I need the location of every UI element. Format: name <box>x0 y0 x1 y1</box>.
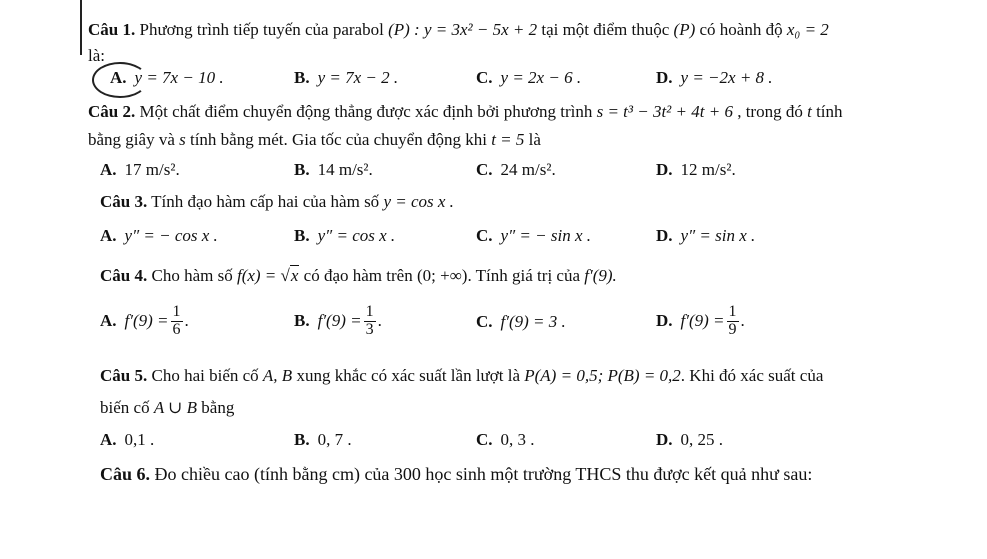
q5-option-b[interactable] <box>294 430 352 450</box>
q5-option-a-label: A. <box>100 430 117 449</box>
question-2-cont-m2: t = 5 <box>491 130 525 149</box>
q5-option-a[interactable] <box>100 430 154 450</box>
question-5-cont <box>100 398 969 418</box>
question-1-math-a: (P) : y = 3x² − 5x + 2 <box>388 20 538 39</box>
q4-option-a-suffix: . <box>184 311 189 331</box>
q2-option-d[interactable] <box>656 160 736 180</box>
question-4-text-b: có đạo hàm trên <box>299 266 417 285</box>
question-5-cont-m: A ∪ B <box>153 398 198 417</box>
fraction-numerator: 1 <box>728 303 737 320</box>
q5-option-d-value: 0, 25 . <box>680 430 724 449</box>
q3-option-a[interactable] <box>100 226 218 246</box>
q3-option-b[interactable] <box>294 226 395 246</box>
q4-option-b-label: B. <box>294 311 310 331</box>
question-3-text-a: Tính đạo hàm cấp hai của hàm số <box>147 192 384 211</box>
question-2-cont-b: tính bằng mét. Gia tốc của chuyển động khi <box>185 130 492 149</box>
q3-option-c-value: y″ = − sin x . <box>500 226 591 245</box>
q2-option-c[interactable] <box>476 160 556 180</box>
question-5-label: Câu 5. <box>100 366 148 385</box>
q1-option-a[interactable] <box>110 68 224 88</box>
q4-option-c-prefix: f′(9) = 3 . <box>500 312 566 331</box>
question-3 <box>100 192 969 212</box>
q4-option-a-label: A. <box>100 311 117 331</box>
q1-option-d-value: y = −2x + 8 . <box>680 68 773 87</box>
q4-option-b-prefix: f′(9) = <box>317 311 362 331</box>
question-3-math-a: y = cos x . <box>383 192 454 211</box>
q5-option-b-label: B. <box>294 430 310 449</box>
q4-option-b-suffix: . <box>377 311 382 331</box>
question-6-label: Câu 6. <box>100 464 151 484</box>
fraction-numerator: 1 <box>172 303 181 320</box>
q1-option-c[interactable] <box>476 68 581 88</box>
q1-option-d-label: D. <box>656 68 673 87</box>
q2-option-a-label: A. <box>100 160 117 179</box>
question-4-math-a2: x <box>290 266 299 285</box>
q4-option-c-label: C. <box>476 312 493 331</box>
question-5 <box>100 366 969 386</box>
question-1-math-b: (P) <box>673 20 696 39</box>
q5-option-b-value: 0, 7 . <box>317 430 352 449</box>
q1-option-b[interactable] <box>294 68 398 88</box>
question-1-text-b: tại một điểm thuộc <box>537 20 674 39</box>
q2-option-a-value: 17 m/s². <box>124 160 180 179</box>
q1-option-b-value: y = 7x − 2 . <box>317 68 399 87</box>
question-4-options <box>0 300 987 344</box>
q5-option-d-label: D. <box>656 430 673 449</box>
question-5-text-a: Cho hai biến cố <box>147 366 263 385</box>
question-1-math-c: x₀ = 2 <box>786 20 829 39</box>
q5-option-c[interactable] <box>476 430 535 450</box>
question-2-text-b: , trong đó <box>732 102 808 121</box>
q2-option-c-label: C. <box>476 160 493 179</box>
question-1-text-c: có hoành độ <box>695 20 787 39</box>
question-2-math-a: s = t³ − 3t² + 4t + 6 <box>596 102 733 121</box>
fraction-denominator: 6 <box>172 320 181 338</box>
q3-option-a-label: A. <box>100 226 117 245</box>
question-4-math-c: f′(9). <box>584 266 617 285</box>
fraction <box>171 304 183 339</box>
question-2-label: Câu 2. <box>88 102 136 121</box>
question-4-label: Câu 4. <box>100 266 148 285</box>
q3-option-d[interactable] <box>656 226 755 246</box>
question-6 <box>100 464 969 486</box>
q1-option-a-label: A. <box>110 68 127 87</box>
q3-option-c-label: C. <box>476 226 493 245</box>
q4-option-a[interactable] <box>100 304 189 339</box>
q5-option-c-label: C. <box>476 430 493 449</box>
q1-option-b-label: B. <box>294 68 310 87</box>
q4-option-d[interactable] <box>656 304 745 339</box>
q4-option-d-label: D. <box>656 311 673 331</box>
q5-option-c-value: 0, 3 . <box>500 430 535 449</box>
q1-option-d[interactable] <box>656 68 773 88</box>
question-5-cont-a: biến cố <box>100 398 154 417</box>
q4-option-d-suffix: . <box>740 311 745 331</box>
q2-option-c-value: 24 m/s². <box>500 160 556 179</box>
fraction <box>727 304 739 339</box>
question-2-cont-a: bằng giây và <box>88 130 180 149</box>
question-2-cont <box>88 130 969 150</box>
q1-option-c-value: y = 2x − 6 . <box>500 68 582 87</box>
question-1-label: Câu 1. <box>88 20 136 39</box>
q2-option-b-label: B. <box>294 160 310 179</box>
question-2-text-a: Một chất điểm chuyển động thẳng được xác định bởi phương trình <box>135 102 597 121</box>
question-5-math-a: A, B <box>262 366 293 385</box>
question-4-math-b: (0; +∞) <box>416 266 468 285</box>
question-5-options <box>0 426 987 458</box>
margin-line <box>80 0 82 55</box>
question-3-options <box>0 222 987 254</box>
question-2 <box>88 102 969 122</box>
q4-option-c[interactable] <box>476 312 566 332</box>
q3-option-a-value: y″ = − cos x . <box>124 226 218 245</box>
q4-option-a-prefix: f′(9) = <box>124 311 169 331</box>
q3-option-d-label: D. <box>656 226 673 245</box>
q4-option-b[interactable] <box>294 304 382 339</box>
question-4-text-a: Cho hàm số <box>147 266 237 285</box>
question-2-options <box>0 158 987 190</box>
q1-option-c-label: C. <box>476 68 493 87</box>
fraction <box>364 304 376 339</box>
question-4 <box>100 266 969 286</box>
q2-option-b[interactable] <box>294 160 373 180</box>
q3-option-b-value: y″ = cos x . <box>317 226 396 245</box>
question-1 <box>88 20 969 40</box>
question-3-label: Câu 3. <box>100 192 148 211</box>
q2-option-d-label: D. <box>656 160 673 179</box>
q2-option-d-value: 12 m/s². <box>680 160 736 179</box>
question-6-text-a: Đo chiều cao (tính bằng cm) của 300 học sinh một trường THCS thu được kết quả như sau: <box>150 464 813 484</box>
question-2-text-c: tính <box>811 102 843 121</box>
q2-option-b-value: 14 m/s². <box>317 160 373 179</box>
fraction-denominator: 3 <box>365 320 374 338</box>
question-2-cont-m: s <box>179 130 186 149</box>
question-2-cont-c: là <box>524 130 541 149</box>
question-5-cont-b: bằng <box>197 398 235 417</box>
q1-option-a-value: y = 7x − 10 . <box>134 68 224 87</box>
q3-option-d-value: y″ = sin x . <box>680 226 756 245</box>
question-2-math-b: t <box>807 102 812 121</box>
question-4-text-c: . Tính giá trị của <box>467 266 585 285</box>
q5-option-a-value: 0,1 . <box>124 430 155 449</box>
q3-option-c[interactable] <box>476 226 591 246</box>
q4-option-d-prefix: f′(9) = <box>680 311 725 331</box>
sqrt-symbol: √x <box>280 266 299 285</box>
question-4-math-a1: f(x) = <box>236 266 281 285</box>
question-1-cont: là: <box>88 46 105 65</box>
question-1-text-a: Phương trình tiếp tuyến của parabol <box>135 20 389 39</box>
question-1-options <box>0 62 987 94</box>
q3-option-b-label: B. <box>294 226 310 245</box>
q5-option-d[interactable] <box>656 430 723 450</box>
fraction-denominator: 9 <box>728 320 737 338</box>
fraction-numerator: 1 <box>365 303 374 320</box>
question-5-text-c: . Khi đó xác suất của <box>680 366 824 385</box>
question-5-text-b: xung khắc có xác suất lần lượt là <box>292 366 525 385</box>
q2-option-a[interactable] <box>100 160 180 180</box>
question-5-math-b: P(A) = 0,5; P(B) = 0,2 <box>524 366 681 385</box>
